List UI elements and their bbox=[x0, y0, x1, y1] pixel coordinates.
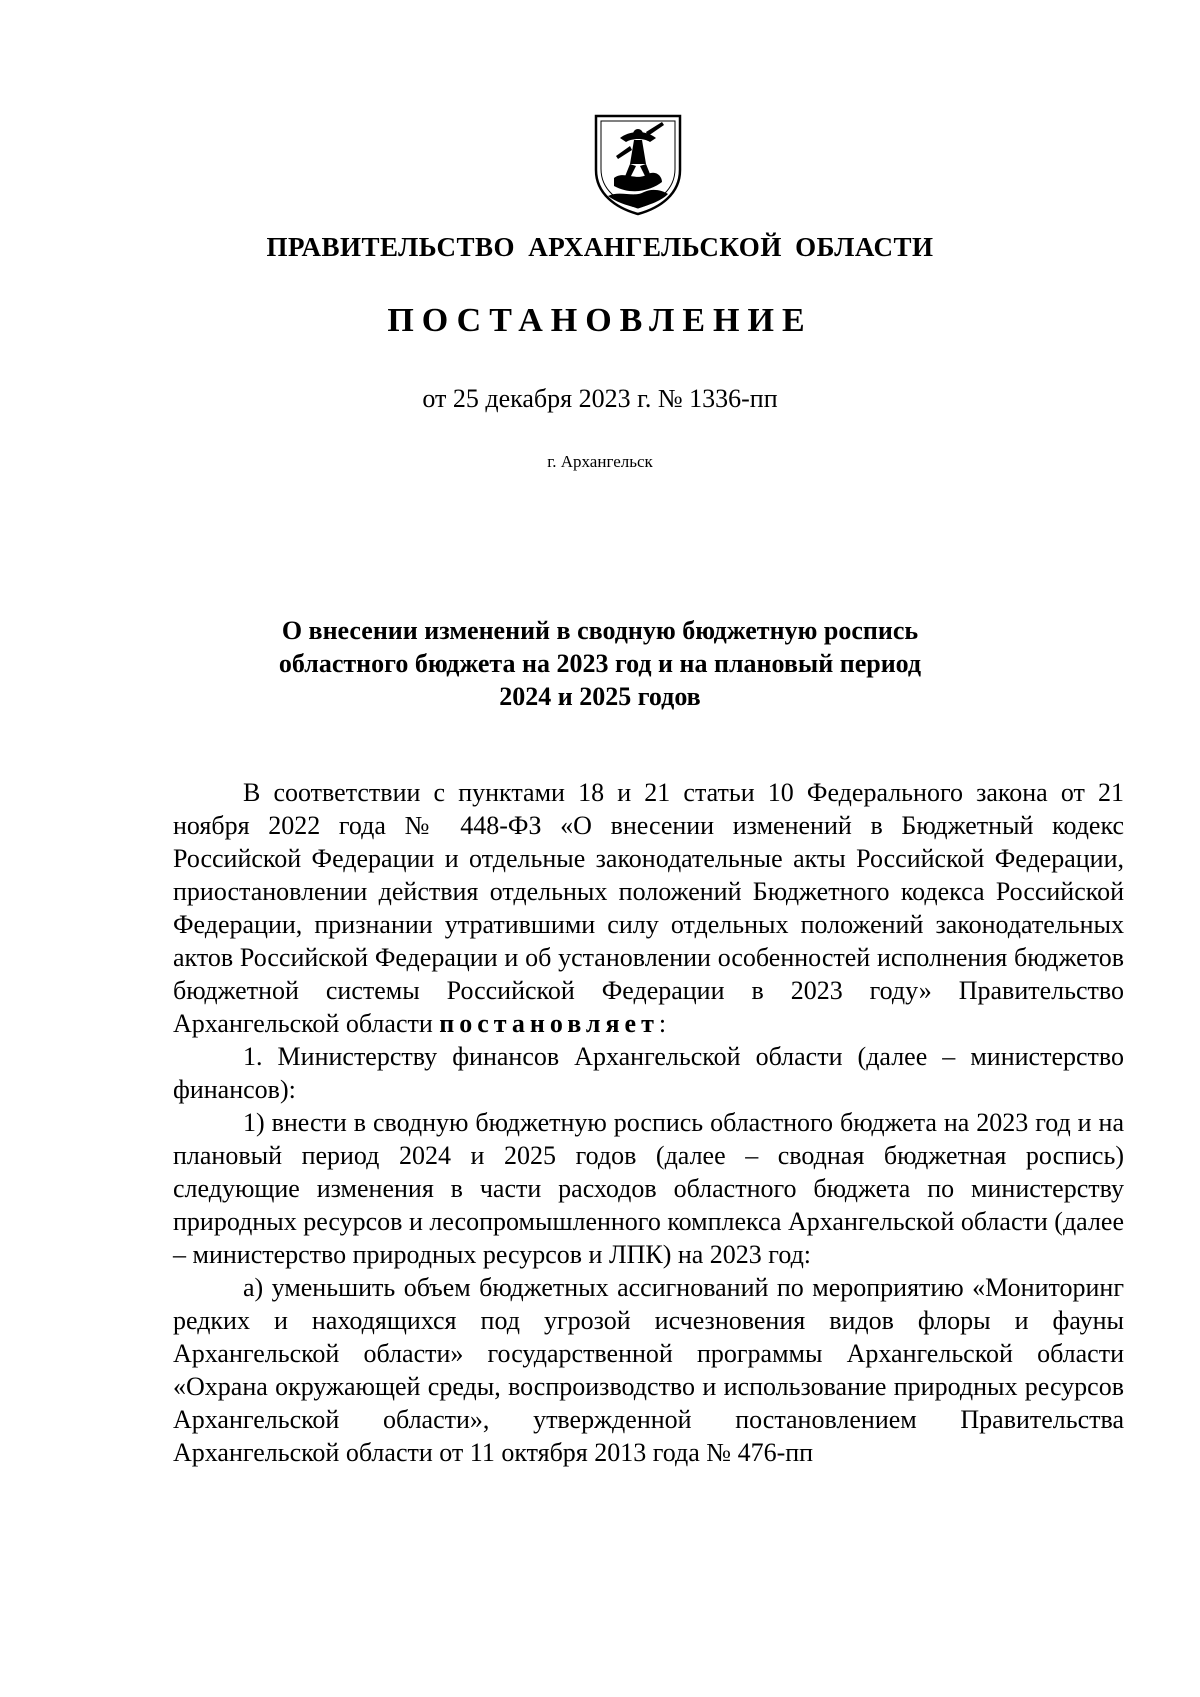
subject-line-2: областного бюджета на 2023 год и на плановый период bbox=[278, 649, 922, 678]
document-date-number: от 25 декабря 2023 г. № 1336-пп bbox=[422, 384, 778, 413]
body-paragraph-item-1: 1. Министерству финансов Архангельской области (далее – министерство финансов): bbox=[173, 1042, 1124, 1104]
subject-line-3: 2024 и 2025 годов bbox=[499, 682, 701, 711]
body-paragraph-subitem-a: а) уменьшить объем бюджетных ассигнований по мероприятию «Мониторинг редких и находящихся под угрозой исчезновения видов флоры и фауны Архангельской области» государственной программы Архангельской области «Охрана окружающей среды, воспроизводство и использование природных ресурсов Архангельской области», утвержденной постановлением Правительства Архангельской области от 11 октября 2013 года № 476-пп bbox=[173, 1273, 1124, 1467]
coat-of-arms-emblem bbox=[590, 112, 686, 216]
body-paragraph-preamble bbox=[173, 776, 1124, 1040]
document-type-title: ПОСТАНОВЛЕНИЕ bbox=[387, 302, 813, 339]
preamble-text: В соответствии с пунктами 18 и 21 статьи 10 Федерального закона от 21 ноября 2022 года № 448-ФЗ «О внесении изменений в Бюджетный кодекс Российской Федерации и отдельные законодательные акты Российской Федерации, приостановлении действия отдельных положений Бюджетного кодекса Российской Федерации, признании утратившими силу отдельных положений законодательных актов Российской Федерации и об установлении особенностей исполнения бюджетов бюджетной системы Российской Федерации в 2023 году» Правительство Архангельской области bbox=[173, 778, 1124, 1038]
government-title: ПРАВИТЕЛЬСТВО АРХАНГЕЛЬСКОЙ ОБЛАСТИ bbox=[266, 232, 934, 262]
document-city: г. Архангельск bbox=[547, 452, 653, 471]
document-subject bbox=[0, 614, 1200, 713]
keyword-colon: : bbox=[658, 1009, 667, 1038]
body-paragraph-subitem-1: 1) внести в сводную бюджетную роспись областного бюджета на 2023 год и на плановый период 2024 и 2025 годов (далее – сводная бюджетная роспись) следующие изменения в части расходов областного бюджета по министерству природных ресурсов и лесопромышленного комплекса Архангельской области (далее – министерство природных ресурсов и ЛПК) на 2023 год: bbox=[173, 1108, 1124, 1269]
document-body bbox=[173, 776, 1124, 1469]
keyword-postanovlyaet: постановляет bbox=[439, 1009, 659, 1038]
subject-line-1: О внесении изменений в сводную бюджетную роспись bbox=[281, 616, 919, 645]
